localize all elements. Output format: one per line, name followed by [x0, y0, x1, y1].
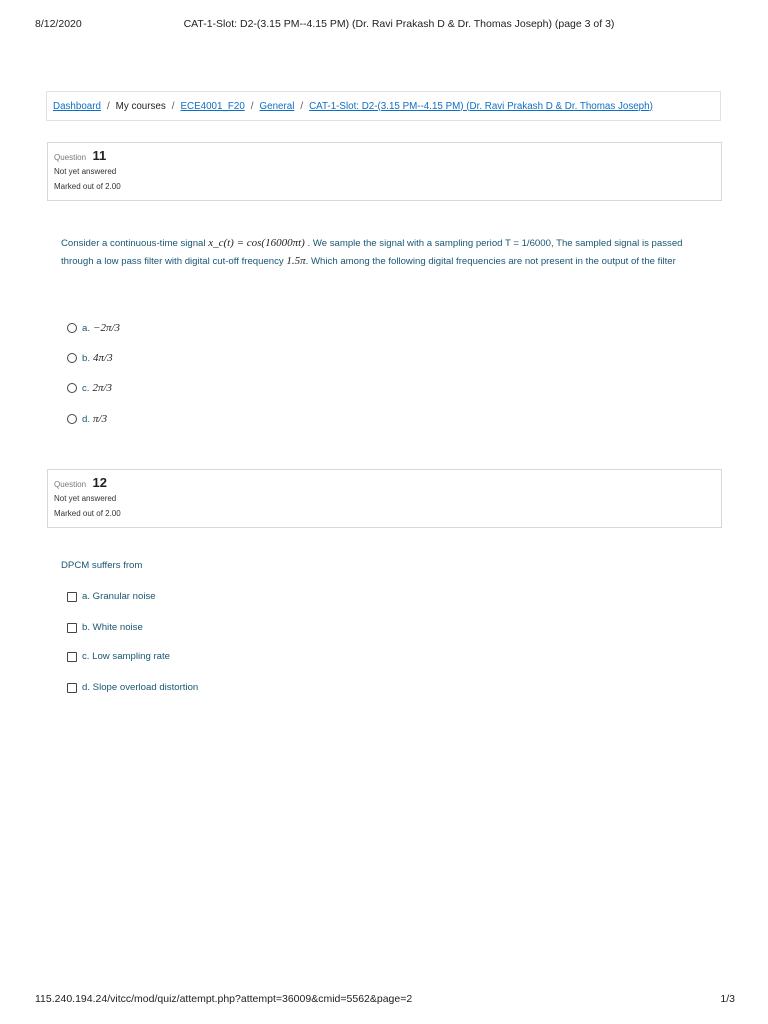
- cutoff-frequency: 1.5π: [286, 254, 306, 267]
- question-11-info: [47, 142, 722, 201]
- question-marks: Marked out of 2.00: [54, 182, 121, 191]
- q11-option-a[interactable]: [67, 322, 120, 334]
- q12-option-a[interactable]: [67, 591, 156, 602]
- breadcrumb-quiz-link[interactable]: CAT-1-Slot: D2-(3.15 PM--4.15 PM) (Dr. Ravi Prakash D & Dr. Thomas Joseph): [309, 100, 653, 112]
- q12-option-c[interactable]: [67, 651, 170, 662]
- question-12-text: DPCM suffers from: [61, 560, 143, 571]
- checkbox[interactable]: [67, 592, 77, 602]
- option-label: a. Granular noise: [82, 591, 156, 602]
- print-page-number: 1/3: [720, 993, 735, 1005]
- option-value: 2π/3: [92, 382, 113, 394]
- radio-button[interactable]: [67, 383, 77, 393]
- question-text-part: Consider a continuous-time signal: [61, 238, 209, 249]
- signal-equation: x_c(t) = cos(16000πt): [208, 237, 305, 249]
- checkbox[interactable]: [67, 623, 77, 633]
- q12-option-b[interactable]: [67, 622, 143, 633]
- print-url: 115.240.194.24/vitcc/mod/quiz/attempt.php?attempt=36009&cmid=5562&page=2: [35, 993, 413, 1005]
- checkbox[interactable]: [67, 652, 77, 662]
- question-status: Not yet answered: [54, 167, 117, 176]
- radio-button[interactable]: [67, 414, 77, 424]
- question-label: Question: [54, 153, 87, 162]
- option-label: b. White noise: [82, 622, 143, 633]
- breadcrumb-separator: /: [171, 100, 175, 112]
- question-text-part: . We sample the signal with a sampling period T = 1/6000, The sampled signal is passed through a low pass filter with digital cut-off frequency: [61, 238, 683, 267]
- q12-option-d[interactable]: [67, 682, 198, 693]
- breadcrumb: [46, 91, 721, 121]
- option-label: d. Slope overload distortion: [82, 682, 199, 693]
- option-value: 4π/3: [93, 352, 113, 364]
- option-value: π/3: [93, 413, 108, 425]
- breadcrumb-general-link[interactable]: General: [259, 100, 295, 112]
- option-prefix: c.: [82, 382, 90, 394]
- checkbox[interactable]: [67, 683, 77, 693]
- question-12-info: [47, 469, 722, 528]
- radio-button[interactable]: [67, 323, 77, 333]
- q11-option-b[interactable]: [67, 352, 113, 364]
- question-number: 11: [92, 148, 107, 163]
- question-label: Question: [54, 480, 87, 489]
- print-date: 8/12/2020: [35, 18, 82, 30]
- breadcrumb-dashboard-link[interactable]: Dashboard: [53, 100, 101, 112]
- breadcrumb-separator: /: [106, 100, 110, 112]
- q11-option-d[interactable]: [67, 413, 107, 425]
- option-prefix: d.: [82, 413, 91, 425]
- option-prefix: b.: [82, 352, 91, 364]
- radio-button[interactable]: [67, 353, 77, 363]
- print-title: CAT-1-Slot: D2-(3.15 PM--4.15 PM) (Dr. Ravi Prakash D & Dr. Thomas Joseph) (page 3 of 3): [183, 18, 615, 30]
- option-label: c. Low sampling rate: [82, 651, 170, 662]
- breadcrumb-separator: /: [300, 100, 304, 112]
- breadcrumb-my-courses: My courses: [115, 100, 166, 112]
- question-status: Not yet answered: [54, 494, 117, 503]
- option-prefix: a.: [82, 322, 91, 334]
- question-text-part: . Which among the following digital frequencies are not present in the output of the filter: [305, 255, 676, 267]
- question-11-text: [61, 235, 691, 270]
- option-value: −2π/3: [93, 322, 121, 334]
- breadcrumb-separator: /: [250, 100, 254, 112]
- q11-option-c[interactable]: [67, 382, 112, 394]
- breadcrumb-course-link[interactable]: ECE4001_F20: [180, 100, 245, 112]
- question-number: 12: [92, 475, 107, 490]
- question-marks: Marked out of 2.00: [54, 509, 121, 518]
